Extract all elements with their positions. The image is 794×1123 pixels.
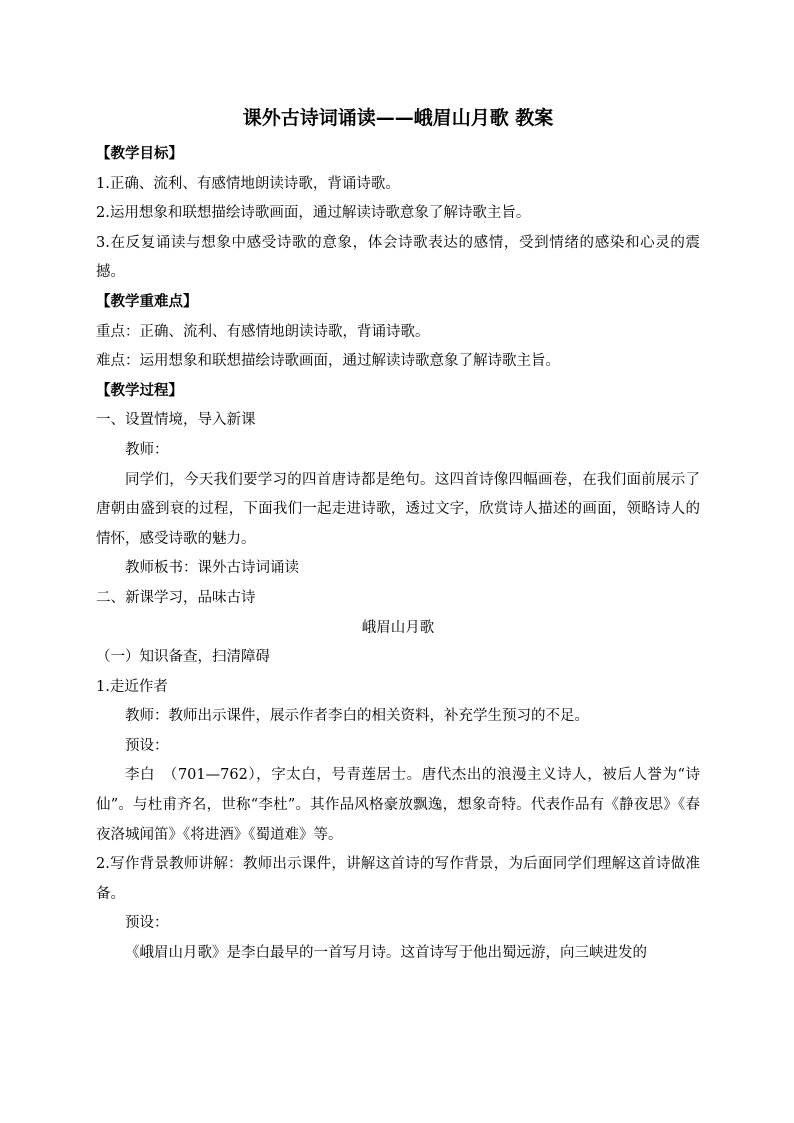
teacher-label: 教师：: [125, 441, 169, 458]
background-paragraph: 《峨眉山月歌》是李白最早的一首写月诗。这首诗写于他出蜀远游，向三峡进发的: [125, 945, 647, 962]
objective-item-1: 1.正确、流利、有感情地朗读诗歌，背诵诗歌。: [96, 175, 400, 192]
item1-teacher: 教师：教师出示课件，展示作者李白的相关资料，补充学生预习的不足。: [125, 708, 589, 725]
item2-background-explain: 2.写作背景教师讲解：教师出示课件，讲解这首诗的写作背景，为后面同学们理解这首诗做准备。: [96, 856, 700, 902]
objective-item-2: 2.运用想象和联想描绘诗歌画面，通过解读诗歌意象了解诗歌主旨。: [96, 205, 531, 222]
board-writing: 教师板书：课外古诗词诵读: [125, 560, 299, 577]
intro-paragraph: 同学们，今天我们要学习的四首唐诗都是绝句。这四首诗像四幅画卷，在我们面前展示了唐朝由盛到衰的过程，下面我们一起走进诗歌，透过文字，欣赏诗人描述的画面，领略诗人的情怀，感受诗歌的魅力。: [96, 471, 700, 547]
process-part2-title: 二、新课学习，品味古诗: [96, 589, 256, 606]
process-heading: 【教学过程】: [96, 382, 183, 399]
objective-item-3: 3.在反复诵读与想象中感受诗歌的意象，体会诗歌表达的感情，受到情绪的感染和心灵的震撼。: [96, 234, 700, 281]
preset-label: 预设：: [125, 737, 169, 754]
process-part1-title: 一、设置情境，导入新课: [96, 412, 256, 429]
key-points-heading: 【教学重难点】: [96, 293, 198, 310]
poem-title: 峨眉山月歌: [361, 619, 435, 636]
document-page: [96, 96, 700, 969]
objectives-heading: 【教学目标】: [96, 146, 183, 162]
key-point-difficulty: 难点：运用想象和联想描绘诗歌画面，通过解读诗歌意象了解诗歌主旨。: [96, 353, 560, 370]
subsection-1: （一）知识备查，扫清障碍: [96, 649, 270, 666]
item1-title: 1.走近作者: [96, 678, 168, 695]
preset-label-2: 预设：: [125, 915, 169, 932]
document-title: 课外古诗词诵读——峨眉山月歌 教案: [242, 107, 554, 129]
author-bio: 李白 （701—762），字太白，号青莲居士。唐代杰出的浪漫主义诗人，被后人誉为“诗仙”。与杜甫齐名，世称“李杜”。其作品风格豪放飘逸，想象奇特。代表作品有《静夜思》《春夜洛城闻笛》《将进酒》《蜀道难》等。: [96, 767, 700, 843]
key-point-focus: 重点：正确、流利、有感情地朗读诗歌，背诵诗歌。: [96, 323, 430, 340]
